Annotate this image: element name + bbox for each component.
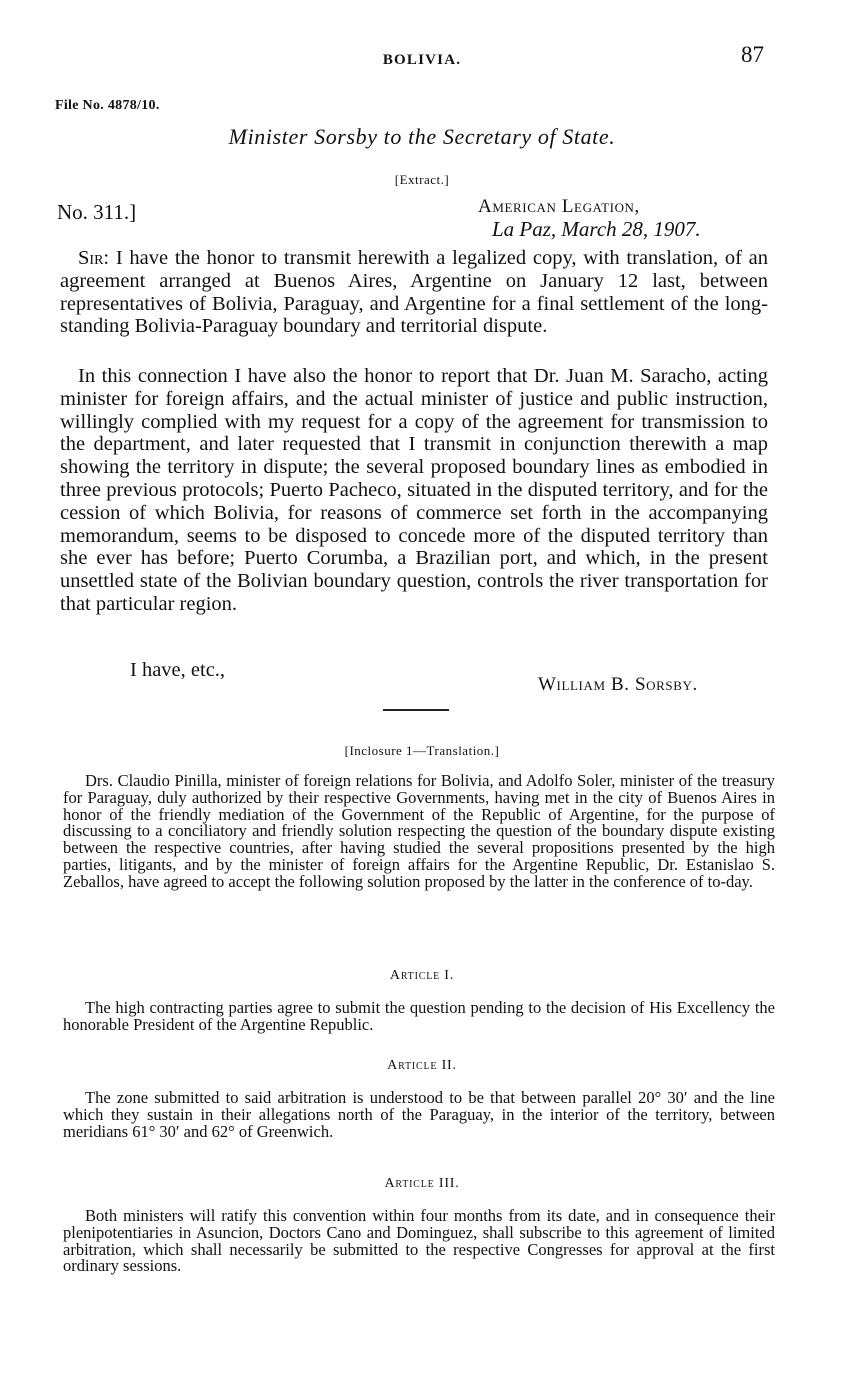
- extract-label: [Extract.]: [394, 172, 450, 187]
- article-text-1: [63, 1000, 775, 1034]
- dateline: La Paz, March 28, 1907.: [492, 217, 701, 241]
- article-text-2: [63, 1090, 775, 1140]
- article-text-2-body: The zone submitted to said arbitration is understood to be that between parallel 20° 30′ and the line which they sustain in their allegations north of the Paraguay, in the interior of the territory, between meridians 61° 30′ and 62° of Greenwich.: [63, 1088, 775, 1141]
- running-head: BOLIVIA.: [382, 52, 462, 68]
- article-heading-1: Article I.: [389, 968, 455, 983]
- letter-paragraph-2-text: In this connection I have also the honor to report that Dr. Juan M. Saracho, acting minister for foreign affairs, and the actual minister of justice and public instruction, willingly complied with my request for a copy of the agreement for transmission to the department, and later requested that I transmit in conjunction therewith a map showing the territory in dispute; the several proposed boundary lines as embodied in three previous protocols; Puerto Pacheco, situated in the disputed territory, and for the cession of which Bolivia, for reasons of commerce set forth in the accompanying memorandum, seems to be disposed to concede more of the disputed territory than she ever has before; Puerto Corumba, a Brazilian port, and which, in the present unsettled state of the Bolivian boundary question, controls the river transportation for that particular region.: [60, 365, 768, 615]
- dispatch-number: No. 311.]: [57, 200, 137, 224]
- article-heading-2: Article II.: [387, 1058, 457, 1073]
- file-number: File No. 4878/10.: [55, 98, 160, 113]
- inclosure-title: [Inclosure 1—Translation.]: [344, 743, 500, 758]
- letter-paragraph-1: [60, 247, 768, 338]
- article-text-3-body: Both ministers will ratify this convention within four months from its date, and in consequence their plenipotentiaries in Asuncion, Doctors Cano and Dominguez, shall subscribe to this agreement of limited arbitration, which shall necessarily be submitted to the respective Congresses for approval at the first ordinary sessions.: [63, 1206, 775, 1276]
- signature: William B. Sorsby.: [538, 674, 698, 695]
- article-heading-3: Article III.: [384, 1176, 460, 1191]
- inclosure-preamble-text: Drs. Claudio Pinilla, minister of foreign relations for Bolivia, and Adolfo Soler, minister of the treasury for Paraguay, duly authorized by their respective Governments, having met in the city of Buenos Aires in honor of the friendly mediation of the Government of the Republic of Argentine, for the purpose of discussing to a conciliatory and friendly solution respecting the question of the boundary dispute existing between the respective countries, after having studied the several propositions presented by the high parties, litigants, and by the minister of foreign affairs for the Argentine Republic, Dr. Estanislao S. Zeballos, have agreed to accept the following solution proposed by the latter in the conference of to-day.: [63, 771, 775, 891]
- page-number: 87: [741, 42, 764, 67]
- article-text-1-body: The high contracting parties agree to submit the question pending to the decision of His Excellency the honorable President of the Argentine Republic.: [63, 998, 775, 1034]
- letter-paragraph-1-text: : I have the honor to transmit herewith a legalized copy, with translation, of an agreement arranged at Buenos Aires, Argentine on January 12 last, between representatives of Bolivia, Paraguay, and Argentine for a final settlement of the long-standing Bolivia-Paraguay boundary and territorial dispute.: [60, 247, 768, 338]
- letter-paragraph-2: [60, 365, 768, 616]
- inclosure-preamble: [63, 773, 775, 891]
- document-heading: Minister Sorsby to the Secretary of State.: [228, 124, 616, 149]
- article-text-3: [63, 1208, 775, 1275]
- letter-closing: I have, etc.,: [130, 659, 226, 681]
- legation-line: American Legation,: [478, 196, 640, 217]
- section-divider: [383, 709, 449, 711]
- salutation: Sir: [78, 247, 104, 269]
